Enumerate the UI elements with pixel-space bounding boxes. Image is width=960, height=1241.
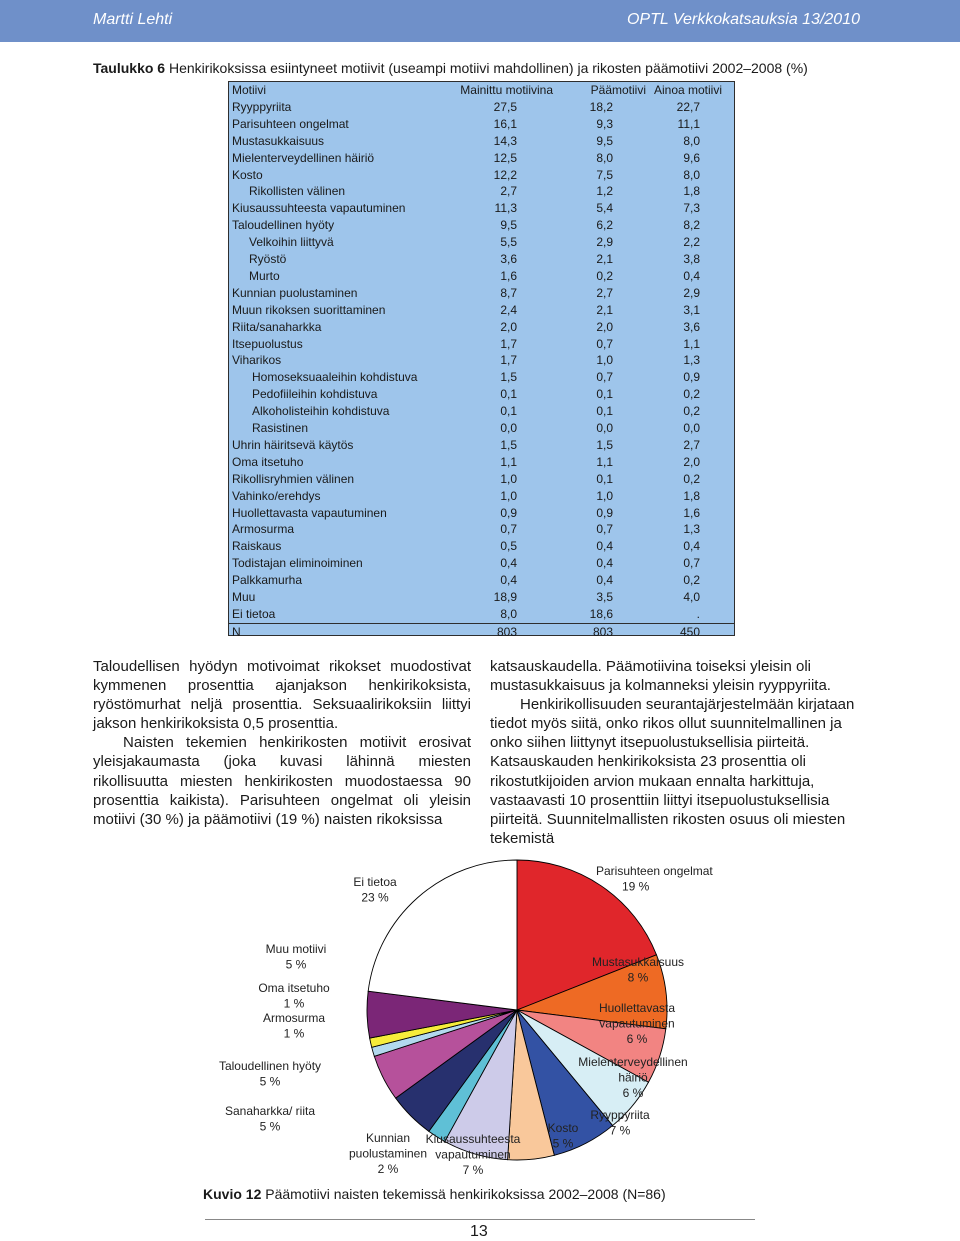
table-row [229, 437, 734, 454]
table-row [229, 488, 734, 505]
table-row [229, 251, 734, 268]
table-row [229, 623, 734, 641]
table-row [229, 505, 734, 522]
cell-mentioned: 2,7 [500, 184, 517, 199]
cell-mentioned: 1,0 [500, 471, 517, 486]
cell-main-motive: 2,1 [596, 302, 613, 317]
cell-only-motive: 8,0 [683, 133, 700, 148]
cell-main-motive: 0,9 [596, 505, 613, 520]
table-row [229, 200, 734, 217]
cell-only-motive: 3,1 [683, 302, 700, 317]
cell-only-motive: 22,7 [676, 99, 700, 114]
table-row [229, 133, 734, 150]
paragraph: Henkirikollisuuden seurantajärjestelmään kirjataan tiedot myös siitä, onko rikos ollut suunnitelmallinen ja onko siihen liittynyt itsepuolustuksellisia piirteitä. Katsauskauden henkirikoksista 23 prosenttia oli rikostutkijoiden arvion mukaan ennalta harkittuja, vastaavasti 10 prosenttiin liittyi itsepuolustuksellisia piirteitä. Suunnitelmallisten rikosten osuus oli miesten tekemistä [490, 696, 855, 847]
cell-main-motive: 18,2 [589, 99, 613, 114]
cell-only-motive: 9,6 [683, 150, 700, 165]
cell-only-motive: 1,6 [683, 505, 700, 520]
cell-only-motive: 2,0 [683, 454, 700, 469]
cell-only-motive: 1,1 [683, 336, 700, 351]
cell-main-motive: 0,4 [596, 556, 613, 571]
cell-main-motive: 0,2 [596, 268, 613, 283]
row-label: Mielenterveydellinen häiriö [232, 150, 375, 165]
cell-main-motive: 0,7 [596, 336, 613, 351]
table-row [229, 217, 734, 234]
cell-main-motive: 18,6 [589, 606, 613, 621]
cell-only-motive: 11,1 [677, 116, 700, 131]
cell-mentioned: 16,1 [493, 116, 517, 131]
cell-only-motive: 1,3 [683, 353, 700, 368]
row-label: Viharikos [232, 353, 282, 368]
row-label: Armosurma [232, 522, 295, 537]
body-text-left [93, 657, 471, 829]
cell-main-motive: 0,1 [596, 387, 613, 402]
column-header: Motiivi [232, 83, 267, 97]
cell-mentioned: 1,5 [500, 437, 517, 452]
row-label: Huollettavasta vapautuminen [232, 505, 387, 520]
table-row [229, 150, 734, 167]
cell-mentioned: 0,1 [500, 404, 517, 419]
table-row [229, 319, 734, 336]
row-label: N [232, 624, 241, 639]
cell-only-motive: 7,3 [683, 201, 700, 216]
cell-mentioned: 1,5 [500, 370, 517, 385]
footer-divider [205, 1219, 755, 1220]
cell-only-motive: 4,0 [683, 590, 700, 604]
row-label: Todistajan eliminoiminen [232, 556, 363, 571]
table-row [229, 589, 734, 606]
table-row [229, 521, 734, 538]
row-label: Uhrin häiritsevä käytös [232, 437, 354, 452]
figure-caption-number: Kuvio 12 [203, 1186, 262, 1202]
pie-slice-label: Mustasukkaisuus 8 % [591, 955, 685, 985]
header-series: OPTL Verkkokatsauksia 13/2010 [626, 11, 860, 28]
cell-only-motive: 3,8 [683, 252, 700, 266]
cell-only-motive: . [696, 606, 700, 621]
row-label: Muun rikoksen suorittaminen [232, 302, 386, 317]
cell-mentioned: 0,4 [500, 556, 517, 571]
cell-mentioned: 0,7 [500, 522, 517, 537]
cell-main-motive: 0,4 [596, 573, 613, 588]
row-label: Itsepuolustus [232, 336, 303, 351]
cell-mentioned: 1,1 [500, 454, 517, 469]
cell-mentioned: 3,6 [500, 252, 517, 266]
table-row [229, 352, 734, 369]
cell-only-motive: 1,3 [683, 522, 700, 537]
table-row [229, 234, 734, 251]
cell-main-motive: 6,2 [596, 218, 613, 233]
cell-mentioned: 0,5 [500, 539, 517, 554]
table-caption [93, 60, 808, 76]
row-label: Parisuhteen ongelmat [232, 116, 349, 131]
paragraph: Taloudellisen hyödyn motivoimat rikokset muodostivat kymmenen prosenttia ajanjakson henkirikoksista, ryöstömurhat neljä prosenttia. Seksuaalirikoksiin liittyi jakson henkirikoksista 0,5 prosenttia. [93, 658, 471, 733]
table-caption-text: Henkirikoksissa esiintyneet motiivit (useampi motiivi mahdollinen) ja rikosten päämotiivi 2002–2008 (%) [168, 60, 808, 76]
table-row [229, 183, 734, 200]
cell-only-motive: 1,8 [683, 184, 700, 199]
table-row [229, 471, 734, 488]
cell-mentioned: 8,7 [500, 285, 517, 300]
table-row [229, 302, 734, 319]
cell-mentioned: 27,5 [493, 99, 517, 114]
cell-main-motive: 2,0 [596, 319, 613, 334]
table-row [229, 167, 734, 184]
cell-only-motive: 0,0 [683, 421, 700, 435]
table-row [229, 538, 734, 555]
motive-table [228, 81, 735, 639]
table-row [229, 572, 734, 589]
cell-main-motive: 0,0 [596, 421, 613, 435]
body-text-right [490, 657, 866, 848]
pie-slice-label: Mielenterveydellinen häiriö 6 % [578, 1055, 688, 1100]
cell-main-motive: 5,4 [596, 201, 613, 216]
cell-main-motive: 7,5 [596, 167, 613, 182]
row-label: Kosto [232, 167, 263, 182]
pie-slice-label: Kunnian puolustaminen 2 % [348, 1131, 428, 1176]
cell-main-motive: 8,0 [596, 150, 613, 165]
cell-main-motive: 1,1 [596, 454, 613, 469]
cell-only-motive: 450 [679, 624, 700, 639]
cell-mentioned: 9,5 [500, 218, 517, 233]
row-label: Muu [232, 590, 256, 604]
table-row [229, 116, 734, 133]
row-label: Vahinko/erehdys [232, 488, 321, 503]
column-header: Ainoa motiivi [653, 83, 722, 97]
row-label: Pedofiileihin kohdistuva [252, 387, 378, 402]
cell-main-motive: 1,5 [596, 437, 613, 452]
header-author: Martti Lehti [93, 11, 173, 28]
cell-mentioned: 803 [496, 624, 517, 639]
cell-mentioned: 0,1 [500, 387, 517, 402]
cell-mentioned: 18,9 [493, 590, 517, 604]
page-number: 13 [470, 1223, 488, 1240]
column-header: Mainittu motiivina [460, 83, 553, 97]
cell-mentioned: 1,0 [500, 488, 517, 503]
cell-only-motive: 0,4 [683, 268, 700, 283]
pie-slice-label: Taloudellinen hyöty 5 % [218, 1059, 322, 1089]
table-row [229, 336, 734, 353]
cell-mentioned: 0,4 [500, 573, 517, 588]
row-label: Kiusaussuhteesta vapautuminen [232, 201, 406, 216]
cell-only-motive: 3,6 [683, 319, 700, 334]
cell-mentioned: 0,0 [500, 421, 517, 435]
cell-only-motive: 0,2 [683, 404, 700, 419]
figure-caption [203, 1186, 666, 1202]
cell-only-motive: 1,8 [683, 488, 700, 503]
cell-only-motive: 0,7 [683, 556, 700, 571]
cell-only-motive: 8,0 [683, 167, 700, 182]
cell-only-motive: 2,7 [683, 437, 700, 452]
table-row [229, 386, 734, 403]
cell-main-motive: 2,1 [596, 252, 613, 266]
pie-slice-label: Ei tietoa 23 % [353, 875, 397, 905]
pie-chart [0, 840, 960, 1210]
cell-mentioned: 11,3 [494, 201, 517, 216]
row-label: Ei tietoa [232, 606, 276, 621]
pie-slice-label: Parisuhteen ongelmat 19 % [596, 864, 713, 894]
cell-mentioned: 14,3 [493, 133, 517, 148]
table-row [229, 369, 734, 386]
cell-main-motive: 0,4 [596, 539, 613, 554]
paragraph: Naisten tekemien henkirikosten motiivit erosivat yleisjakaumasta (joka kuvasi lähinnä miesten rikollisuutta miesten henkirikosten muodostaessa 90 prosenttia kaikista). Parisuhteen ongelmat oli yleisin motiivi (30 %) ja päämotiivi (19 %) naisten rikoksissa [93, 734, 471, 828]
table-row [229, 454, 734, 471]
pie-slice-label: Armosurma 1 % [262, 1011, 326, 1041]
pie-slice-label: Kosto 5 % [547, 1121, 579, 1151]
cell-mentioned: 1,7 [500, 353, 517, 368]
cell-mentioned: 12,5 [493, 150, 517, 165]
row-label: Ryyppyriita [232, 99, 292, 114]
cell-only-motive: 0,4 [683, 539, 700, 554]
table-header-row [229, 82, 734, 99]
cell-main-motive: 3,5 [596, 590, 613, 604]
row-label: Riita/sanaharkka [232, 319, 322, 334]
cell-main-motive: 0,1 [596, 404, 613, 419]
row-label: Palkkamurha [232, 573, 303, 588]
cell-mentioned: 0,9 [500, 505, 517, 520]
cell-main-motive: 9,3 [596, 116, 613, 131]
pie-slice-label: Muu motiivi 5 % [265, 942, 327, 972]
row-label: Taloudellinen hyöty [232, 218, 335, 233]
cell-only-motive: 8,2 [683, 218, 700, 233]
table-row [229, 285, 734, 302]
cell-mentioned: 2,4 [500, 302, 517, 317]
cell-only-motive: 0,2 [683, 573, 700, 588]
pie-slice-label: Ryyppyriita 7 % [590, 1108, 650, 1138]
paragraph: katsauskaudella. Päämotiivina toiseksi yleisin oli mustasukkaisuus ja kolmanneksi yleisin ryyppyriita. [490, 658, 831, 695]
table-row [229, 268, 734, 285]
table-row [229, 403, 734, 420]
row-label: Ryöstö [249, 252, 287, 266]
pie-slice-label: Oma itsetuho 1 % [258, 981, 330, 1011]
cell-main-motive: 2,7 [596, 285, 613, 300]
row-label: Rasistinen [252, 421, 309, 435]
row-label: Murto [249, 268, 280, 283]
row-label: Kunnian puolustaminen [232, 285, 358, 300]
pie-slice-label: Sanaharkka/ riita 5 % [224, 1104, 316, 1134]
row-label: Alkoholisteihin kohdistuva [252, 404, 390, 419]
cell-only-motive: 0,2 [683, 387, 700, 402]
figure-caption-text: Päämotiivi naisten tekemissä henkirikoksissa 2002–2008 (N=86) [265, 1186, 666, 1202]
table-row [229, 420, 734, 437]
cell-mentioned: 12,2 [493, 167, 517, 182]
cell-main-motive: 9,5 [596, 133, 613, 148]
cell-only-motive: 2,9 [683, 285, 700, 300]
cell-main-motive: 803 [592, 624, 613, 639]
cell-mentioned: 5,5 [500, 235, 517, 250]
pie-slice-label: Kiusaussuhteesta vapautuminen 7 % [425, 1132, 521, 1177]
row-label: Raiskaus [232, 539, 282, 554]
table-caption-number: Taulukko 6 [93, 60, 166, 76]
row-label: Rikollisten välinen [249, 184, 346, 199]
cell-mentioned: 1,7 [500, 336, 517, 351]
cell-mentioned: 1,6 [500, 268, 517, 283]
cell-only-motive: 2,2 [683, 235, 700, 250]
cell-mentioned: 2,0 [500, 319, 517, 334]
row-label: Mustasukkaisuus [232, 133, 325, 148]
column-header: Päämotiivi [590, 83, 646, 97]
cell-only-motive: 0,9 [683, 370, 700, 385]
table-row [229, 555, 734, 572]
row-label: Rikollisryhmien välinen [232, 471, 355, 486]
cell-main-motive: 0,7 [596, 522, 613, 537]
row-label: Homoseksuaaleihin kohdistuva [252, 370, 418, 385]
cell-main-motive: 0,1 [596, 471, 613, 486]
row-label: Oma itsetuho [232, 454, 304, 469]
cell-mentioned: 8,0 [500, 606, 517, 621]
page-header [0, 0, 960, 42]
cell-only-motive: 0,2 [683, 471, 700, 486]
cell-main-motive: 1,2 [596, 184, 613, 199]
cell-main-motive: 0,7 [596, 370, 613, 385]
row-label: Velkoihin liittyvä [249, 235, 334, 250]
cell-main-motive: 1,0 [596, 488, 613, 503]
pie-slice-label: Huollettavasta vapautuminen 6 % [598, 1001, 676, 1046]
cell-main-motive: 1,0 [596, 353, 613, 368]
table-row [229, 606, 734, 623]
cell-main-motive: 2,9 [596, 235, 613, 250]
table-row [229, 99, 734, 116]
